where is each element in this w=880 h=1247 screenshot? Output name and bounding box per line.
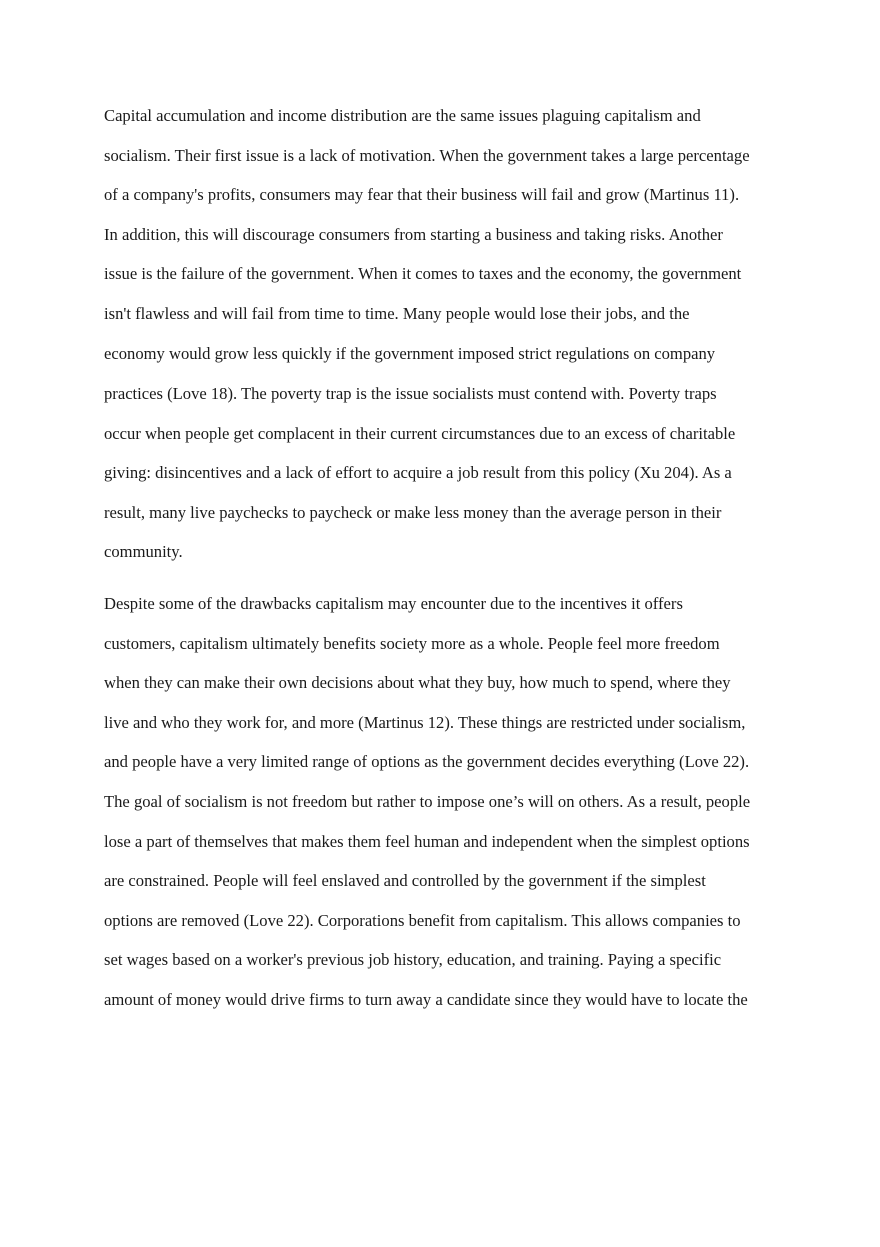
paragraph-line: are constrained. People will feel enslaved and controlled by the government if the simplest: [104, 871, 706, 890]
paragraph-line: lose a part of themselves that makes them feel human and independent when the simplest options: [104, 832, 750, 851]
paragraph-line: of a company's profits, consumers may fear that their business will fail and grow (Martinus 11).: [104, 185, 740, 204]
paragraph-line: giving: disincentives and a lack of effort to acquire a job result from this policy (Xu 204). As a: [104, 463, 732, 482]
paragraph-line: when they can make their own decisions about what they buy, how much to spend, where they: [104, 673, 731, 692]
paragraph-line: amount of money would drive firms to turn away a candidate since they would have to locate the: [104, 990, 748, 1009]
paragraph-line: occur when people get complacent in their current circumstances due to an excess of charitable: [104, 424, 736, 443]
paragraph-line: issue is the failure of the government. When it comes to taxes and the economy, the government: [104, 264, 742, 283]
paragraph-line: Despite some of the drawbacks capitalism may encounter due to the incentives it offers: [104, 594, 683, 613]
paragraph-line: live and who they work for, and more (Martinus 12). These things are restricted under socialism,: [104, 713, 746, 732]
paragraph-line: set wages based on a worker's previous job history, education, and training. Paying a specific: [104, 950, 722, 969]
paragraph-line: community.: [104, 542, 183, 561]
paragraph-line: economy would grow less quickly if the government imposed strict regulations on company: [104, 344, 716, 363]
paragraph-line: result, many live paychecks to paycheck or make less money than the average person in their: [104, 503, 722, 522]
paragraph-line: practices (Love 18). The poverty trap is the issue socialists must contend with. Poverty traps: [104, 384, 717, 403]
paragraph-line: customers, capitalism ultimately benefits society more as a whole. People feel more freedom: [104, 634, 720, 653]
paragraph-line: The goal of socialism is not freedom but rather to impose one’s will on others. As a result, people: [104, 792, 751, 811]
paragraph-line: isn't flawless and will fail from time to time. Many people would lose their jobs, and the: [104, 304, 690, 323]
paragraph-line: and people have a very limited range of options as the government decides everything (Love 22).: [104, 752, 750, 771]
paragraph-line: socialism. Their first issue is a lack of motivation. When the government takes a large percentage: [104, 146, 750, 165]
paragraph-line: Capital accumulation and income distribution are the same issues plaguing capitalism and: [104, 106, 701, 125]
paragraph-line: In addition, this will discourage consumers from starting a business and taking risks. Another: [104, 225, 723, 244]
paragraph-line: options are removed (Love 22). Corporations benefit from capitalism. This allows companies to: [104, 911, 741, 930]
